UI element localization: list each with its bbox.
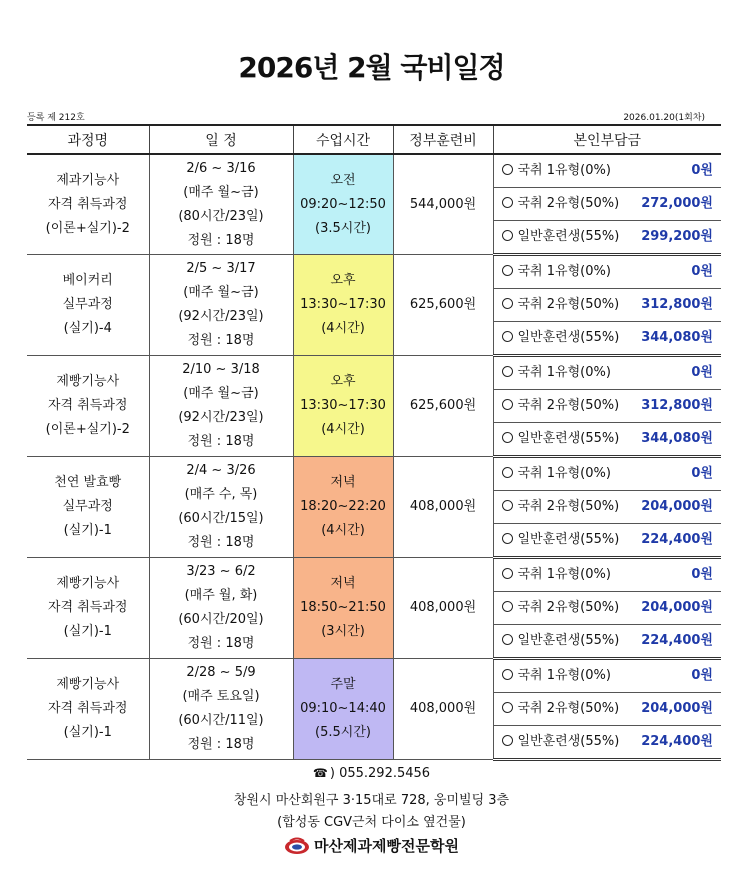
class-time-line: 저녁 xyxy=(330,576,356,591)
radio-circle-icon xyxy=(502,265,513,276)
class-time-cell xyxy=(293,457,393,558)
gov-fee-cell: 625,600원 xyxy=(393,255,493,356)
radio-circle-icon xyxy=(502,298,513,309)
schedule-line: (매주 월~금) xyxy=(183,386,259,401)
radio-circle-icon xyxy=(502,634,513,645)
copay-label: 일반훈련생(55%) xyxy=(517,330,620,345)
copay-label: 국취 2유형(50%) xyxy=(517,297,620,312)
gov-fee-cell: 625,600원 xyxy=(393,356,493,457)
class-time-line: 오후 xyxy=(330,273,356,288)
class-time-cell xyxy=(293,356,393,457)
class-time-line: (3시간) xyxy=(321,624,365,639)
radio-circle-icon xyxy=(502,702,513,713)
copay-amount: 204,000원 xyxy=(641,600,713,615)
header-class-time: 수업시간 xyxy=(293,125,393,154)
class-time-cell xyxy=(293,154,393,255)
telephone-icon: ☎ xyxy=(312,766,328,780)
radio-circle-icon xyxy=(502,669,513,680)
address: 창원시 마산회원구 3·15대로 728, 웅미빌딩 3층 xyxy=(233,793,510,808)
course-row xyxy=(27,558,721,592)
schedule-table xyxy=(27,124,721,761)
copay-label: 국취 2유형(50%) xyxy=(517,600,620,615)
schedule-line: (60시간/20일) xyxy=(178,612,264,627)
schedule-line: 정원 : 18명 xyxy=(187,434,255,449)
schedule-cell xyxy=(149,659,293,760)
copay-label: 국취 2유형(50%) xyxy=(517,196,620,211)
schedule-line: (매주 월~금) xyxy=(183,285,259,300)
schedule-line: 정원 : 18명 xyxy=(187,333,255,348)
radio-circle-icon xyxy=(502,164,513,175)
radio-circle-icon xyxy=(502,533,513,544)
copay-amount: 204,000원 xyxy=(641,701,713,716)
course-name-line: (실기)-1 xyxy=(63,624,112,639)
copay-amount: 312,800원 xyxy=(641,297,713,312)
header-course-name: 과정명 xyxy=(27,125,149,154)
academy-logo-icon xyxy=(284,837,310,859)
course-name-line: 실무과정 xyxy=(62,499,113,514)
schedule-line: (92시간/23일) xyxy=(178,410,264,425)
copay-amount: 0원 xyxy=(691,466,713,481)
copay-label: 국취 1유형(0%) xyxy=(517,567,611,582)
schedule-line: 2/6 ~ 3/16 xyxy=(186,160,256,176)
course-name-line: 제빵기능사 xyxy=(56,576,120,591)
copay-option xyxy=(493,592,721,625)
course-name-line: 실무과정 xyxy=(62,297,113,312)
contact-phone xyxy=(0,766,743,781)
gov-fee-cell: 408,000원 xyxy=(393,659,493,760)
schedule-line: (92시간/23일) xyxy=(178,309,264,324)
copay-label: 일반훈련생(55%) xyxy=(517,229,620,244)
copay-amount: 312,800원 xyxy=(641,398,713,413)
header-copay: 본인부담금 xyxy=(493,125,721,154)
class-time-cell xyxy=(293,255,393,356)
schedule-line: (매주 토요일) xyxy=(182,689,260,704)
copay-option xyxy=(493,154,721,188)
class-time-line: 13:30~17:30 xyxy=(300,398,386,413)
copay-option xyxy=(493,457,721,491)
academy-name-block xyxy=(0,835,743,859)
copay-option xyxy=(493,659,721,693)
copay-amount: 272,000원 xyxy=(641,196,713,211)
registration-number: 등록 제 212호 xyxy=(27,113,85,123)
course-row xyxy=(27,659,721,693)
schedule-line: (60시간/11일) xyxy=(178,713,264,728)
copay-option xyxy=(493,491,721,524)
class-time-line: (4시간) xyxy=(321,422,365,437)
copay-amount: 0원 xyxy=(691,365,713,380)
class-time-line: 오후 xyxy=(330,374,356,389)
schedule-cell xyxy=(149,154,293,255)
course-name-line: (이론+실기)-2 xyxy=(45,220,130,236)
schedule-line: 정원 : 18명 xyxy=(187,636,255,651)
radio-circle-icon xyxy=(502,500,513,511)
course-name-line: 베이커리 xyxy=(62,273,113,288)
course-row xyxy=(27,356,721,390)
course-name-cell xyxy=(27,558,149,659)
copay-label: 일반훈련생(55%) xyxy=(517,734,620,749)
header-gov-fee: 정부훈련비 xyxy=(393,125,493,154)
course-name-line: 제빵기능사 xyxy=(56,374,120,389)
class-time-cell xyxy=(293,659,393,760)
radio-circle-icon xyxy=(502,467,513,478)
revision-date: 2026.01.20(1회차) xyxy=(623,113,705,123)
academy-name: 마산제과제빵전문학원 xyxy=(314,837,459,855)
copay-label: 국취 1유형(0%) xyxy=(517,264,611,279)
schedule-line: (매주 월~금) xyxy=(183,184,259,200)
copay-amount: 224,400원 xyxy=(641,532,713,547)
course-name-line: (실기)-1 xyxy=(63,725,112,740)
copay-label: 일반훈련생(55%) xyxy=(517,532,620,547)
copay-option xyxy=(493,221,721,255)
schedule-line: 2/4 ~ 3/26 xyxy=(186,463,256,478)
schedule-line: 정원 : 18명 xyxy=(187,232,255,248)
schedule-line: 2/10 ~ 3/18 xyxy=(182,362,260,377)
copay-amount: 204,000원 xyxy=(641,499,713,514)
radio-circle-icon xyxy=(502,331,513,342)
copay-option xyxy=(493,390,721,423)
class-time-line: 18:20~22:20 xyxy=(300,499,386,514)
radio-circle-icon xyxy=(502,601,513,612)
class-time-line: 주말 xyxy=(330,677,356,692)
course-name-cell xyxy=(27,457,149,558)
copay-option xyxy=(493,726,721,760)
schedule-line: 2/28 ~ 5/9 xyxy=(186,665,256,680)
course-row xyxy=(27,255,721,289)
copay-amount: 0원 xyxy=(691,567,713,582)
gov-fee-cell: 544,000원 xyxy=(393,154,493,255)
copay-label: 국취 2유형(50%) xyxy=(517,499,620,514)
radio-circle-icon xyxy=(502,735,513,746)
copay-option xyxy=(493,255,721,289)
copay-amount: 344,080원 xyxy=(641,330,713,345)
schedule-line: (매주 수, 목) xyxy=(184,487,258,502)
schedule-cell xyxy=(149,457,293,558)
class-time-cell xyxy=(293,558,393,659)
course-name-line: 제과기능사 xyxy=(56,172,120,188)
schedule-line: (80시간/23일) xyxy=(178,208,264,224)
copay-option xyxy=(493,188,721,221)
copay-label: 일반훈련생(55%) xyxy=(517,431,620,446)
class-time-line: 오전 xyxy=(330,172,356,188)
course-name-cell xyxy=(27,659,149,760)
schedule-line: (60시간/15일) xyxy=(178,511,264,526)
page-title: 2026년 2월 국비일정 xyxy=(238,51,505,84)
schedule-line: 3/23 ~ 6/2 xyxy=(186,564,256,579)
class-time-line: 09:20~12:50 xyxy=(300,196,386,212)
copay-label: 국취 1유형(0%) xyxy=(517,668,611,683)
class-time-line: (4시간) xyxy=(321,523,365,538)
copay-option xyxy=(493,356,721,390)
radio-circle-icon xyxy=(502,366,513,377)
copay-amount: 0원 xyxy=(691,163,713,178)
copay-amount: 0원 xyxy=(691,264,713,279)
copay-label: 국취 1유형(0%) xyxy=(517,365,611,380)
course-name-line: 자격 취득과정 xyxy=(48,196,128,212)
schedule-line: (매주 월, 화) xyxy=(184,588,258,603)
course-name-line: 자격 취득과정 xyxy=(48,600,128,615)
class-time-line: (4시간) xyxy=(321,321,365,336)
class-time-line: 저녁 xyxy=(330,475,356,490)
copay-amount: 224,400원 xyxy=(641,633,713,648)
course-name-cell xyxy=(27,356,149,457)
class-time-line: (3.5시간) xyxy=(315,220,371,236)
radio-circle-icon xyxy=(502,399,513,410)
course-name-line: (실기)-4 xyxy=(63,321,112,336)
copay-label: 국취 2유형(50%) xyxy=(517,398,620,413)
copay-option xyxy=(493,693,721,726)
copay-option xyxy=(493,524,721,558)
course-name-line: 자격 취득과정 xyxy=(48,701,128,716)
gov-fee-cell: 408,000원 xyxy=(393,558,493,659)
radio-circle-icon xyxy=(502,432,513,443)
radio-circle-icon xyxy=(502,568,513,579)
copay-option xyxy=(493,423,721,457)
table-header-row xyxy=(27,125,721,154)
radio-circle-icon xyxy=(502,230,513,241)
course-name-line: 천연 발효빵 xyxy=(54,475,122,490)
course-name-cell xyxy=(27,154,149,255)
copay-option xyxy=(493,322,721,356)
copay-option xyxy=(493,625,721,659)
course-name-line: (이론+실기)-2 xyxy=(45,422,130,437)
schedule-cell xyxy=(149,558,293,659)
schedule-cell xyxy=(149,255,293,356)
copay-option xyxy=(493,289,721,322)
copay-label: 국취 1유형(0%) xyxy=(517,163,611,178)
class-time-line: (5.5시간) xyxy=(315,725,371,740)
copay-amount: 0원 xyxy=(691,668,713,683)
class-time-line: 13:30~17:30 xyxy=(300,297,386,312)
copay-label: 국취 2유형(50%) xyxy=(517,701,620,716)
course-name-cell xyxy=(27,255,149,356)
schedule-cell xyxy=(149,356,293,457)
course-name-line: 자격 취득과정 xyxy=(48,398,128,413)
radio-circle-icon xyxy=(502,197,513,208)
landmark-note: (합성동 CGV근처 다이소 옆건물) xyxy=(277,815,466,830)
course-row xyxy=(27,457,721,491)
copay-label: 일반훈련생(55%) xyxy=(517,633,620,648)
copay-label: 국취 1유형(0%) xyxy=(517,466,611,481)
copay-amount: 344,080원 xyxy=(641,431,713,446)
header-schedule: 일 정 xyxy=(149,125,293,154)
course-name-line: (실기)-1 xyxy=(63,523,112,538)
schedule-line: 정원 : 18명 xyxy=(187,535,255,550)
copay-amount: 299,200원 xyxy=(641,229,713,244)
schedule-line: 2/5 ~ 3/17 xyxy=(186,261,256,276)
course-name-line: 제빵기능사 xyxy=(56,677,120,692)
phone-number: ) 055.292.5456 xyxy=(329,766,431,781)
course-row xyxy=(27,154,721,188)
class-time-line: 18:50~21:50 xyxy=(300,600,386,615)
copay-amount: 224,400원 xyxy=(641,734,713,749)
gov-fee-cell: 408,000원 xyxy=(393,457,493,558)
schedule-line: 정원 : 18명 xyxy=(187,737,255,752)
class-time-line: 09:10~14:40 xyxy=(300,701,386,716)
copay-option xyxy=(493,558,721,592)
